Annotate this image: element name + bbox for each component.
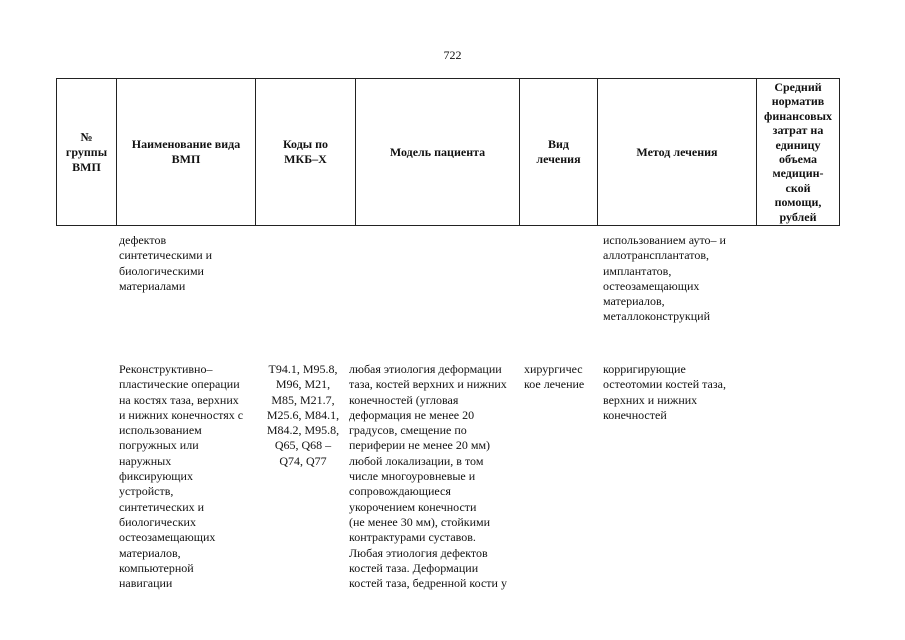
header-icd-codes: Коды по МКБ–Х xyxy=(256,79,356,226)
header-group-number: № группы ВМП xyxy=(57,79,117,226)
header-treatment-method: Метод лечения xyxy=(598,79,757,226)
row1-vmp-name: дефектов синтетическими и биологическими материалами xyxy=(119,233,213,293)
row2-treatment-method: корригирующие остеотомии костей таза, верхних и нижних конечностей xyxy=(603,362,726,422)
header-average-cost: Средний норматив финансовых затрат на единицу объема медицин- ской помощи, рублей xyxy=(757,79,840,226)
row2-patient-model: любая этиология деформации таза, костей верхних и нижних конечностей (угловая деформация не менее 20 градусов, смещение по периферии не менее 20 мм) любой локализации, в том числе многоуровневые и сопровождающиеся укорочением конечности (не менее 30 мм), стойкими контрактурами суставов. Любая этиология дефектов костей таза. Деформации костей таза, бедренной кости у xyxy=(349,362,507,591)
header-patient-model: Модель пациента xyxy=(356,79,520,226)
row1-treatment-method: использованием ауто– и аллотрансплантатов, имплантатов, остеозамещающих материалов, металлоконструкций xyxy=(603,233,726,324)
row2-treatment-type: хирургичес кое лечение xyxy=(524,362,585,392)
page-number: 722 xyxy=(443,48,462,62)
row2-icd-codes: T94.1, M95.8, M96, M21, M85, M21.7, M25.6, M84.1, M84.2, M95.8, Q65, Q68 – Q74, Q77 xyxy=(266,362,340,468)
header-vmp-name: Наименование вида ВМП xyxy=(117,79,256,226)
header-treatment-type: Вид лечения xyxy=(520,79,598,226)
row2-vmp-name: Реконструктивно– пластические операции на костях таза, верхних и нижних конечностях с использованием погружных или наружных фиксирующих устройств, синтетических и биологических остеозамещающих материалов, компьютерной навигации xyxy=(119,362,244,591)
table-header xyxy=(56,78,840,226)
